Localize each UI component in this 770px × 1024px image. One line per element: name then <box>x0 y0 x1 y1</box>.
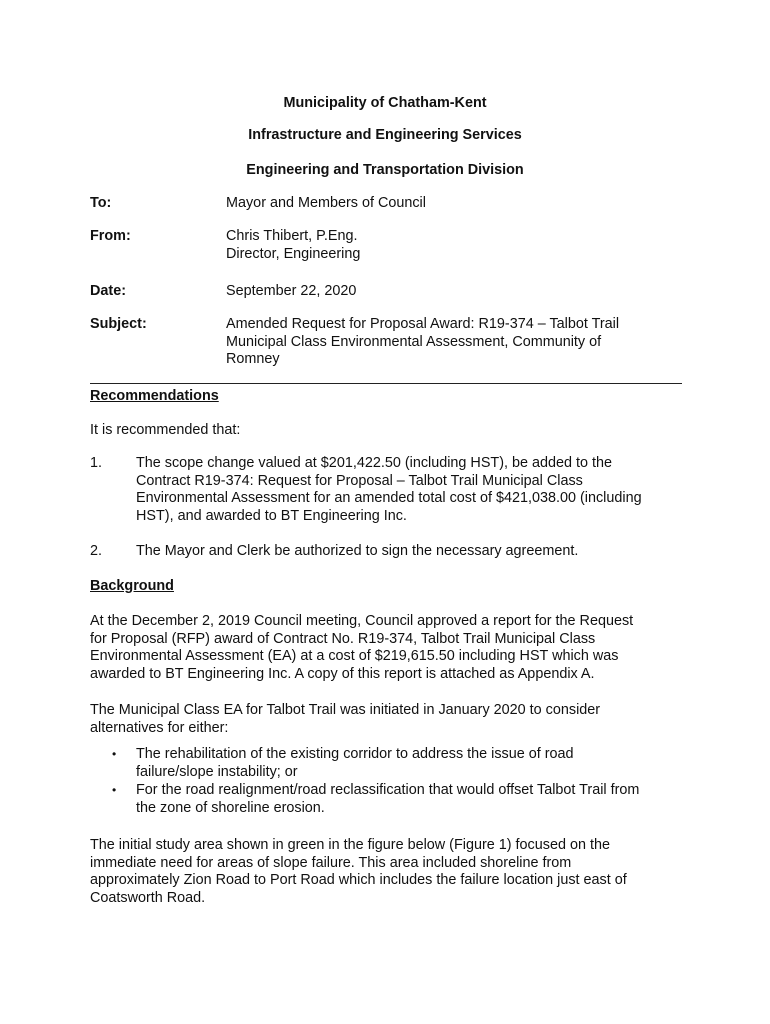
memo-subject-line: Amended Request for Proposal Award: R19-374 – Talbot Trail <box>226 316 620 332</box>
background-paragraph-3 <box>90 837 690 907</box>
municipality-title: Municipality of Chatham-Kent <box>283 95 487 111</box>
text-line: For the road realignment/road reclassification that would offset Talbot Trail from <box>136 782 640 798</box>
text-line: The scope change valued at $201,422.50 (including HST), be added to the <box>136 455 613 471</box>
memo-subject-label: Subject: <box>90 316 147 332</box>
text-line: immediate need for areas of slope failure. This area included shoreline from <box>90 854 572 871</box>
memo-from-name: Chris Thibert, P.Eng. <box>226 228 358 244</box>
text-line: The initial study area shown in green in the figure below (Figure 1) focused on the <box>90 837 610 853</box>
recommendation-text <box>136 455 690 525</box>
text-line: the zone of shoreline erosion. <box>136 799 325 816</box>
bullet-icon: • <box>112 783 117 797</box>
bullet-icon: • <box>112 747 117 761</box>
text-line: The Municipal Class EA for Talbot Trail was initiated in January 2020 to consider <box>90 702 601 718</box>
background-paragraph-1 <box>90 613 690 683</box>
division-title: Engineering and Transportation Division <box>246 162 524 178</box>
memo-date-text: September 22, 2020 <box>226 283 357 299</box>
department-title: Infrastructure and Engineering Services <box>248 127 522 143</box>
memo-subject-value <box>226 316 686 369</box>
text-line: awarded to BT Engineering Inc. A copy of this report is attached as Appendix A. <box>90 665 595 682</box>
memo-date-label: Date: <box>90 283 126 299</box>
text-line: At the December 2, 2019 Council meeting, Council approved a report for the Request <box>90 613 634 629</box>
text-line: for Proposal (RFP) award of Contract No. R19-374, Talbot Trail Municipal Class <box>90 630 596 647</box>
recommendations-intro: It is recommended that: <box>90 422 241 438</box>
recommendations-heading: Recommendations <box>90 388 219 404</box>
background-heading: Background <box>90 578 174 594</box>
recommendation-number: 2. <box>90 543 103 559</box>
memo-to-label: To: <box>90 195 112 211</box>
memo-date-value <box>226 283 686 301</box>
memo-from-label: From: <box>90 228 131 244</box>
text-line: Environmental Assessment for an amended total cost of $421,038.00 (including <box>136 490 642 507</box>
memo-from-title: Director, Engineering <box>226 245 361 262</box>
memo-to-text: Mayor and Members of Council <box>226 195 426 211</box>
memo-from-value <box>226 228 686 263</box>
text-line: The rehabilitation of the existing corridor to address the issue of road <box>136 746 574 762</box>
recommendation-number: 1. <box>90 455 103 471</box>
recommendation-text <box>136 543 690 561</box>
text-line: Contract R19-374: Request for Proposal – Talbot Trail Municipal Class <box>136 472 583 489</box>
text-line: The Mayor and Clerk be authorized to sign the necessary agreement. <box>136 543 579 559</box>
bullet-text <box>136 746 690 781</box>
text-line: approximately Zion Road to Port Road which includes the failure location just east of <box>90 872 627 889</box>
bullet-text <box>136 782 690 817</box>
text-line: HST), and awarded to BT Engineering Inc. <box>136 507 407 524</box>
text-line: Environmental Assessment (EA) at a cost of $219,615.50 including HST which was <box>90 648 619 665</box>
text-line: alternatives for either: <box>90 719 229 736</box>
text-line: Coatsworth Road. <box>90 889 206 906</box>
memo-subject-line: Municipal Class Environmental Assessment, Community of <box>226 333 602 350</box>
memo-to-value <box>226 195 686 213</box>
text-line: failure/slope instability; or <box>136 763 298 780</box>
header-divider <box>90 383 682 384</box>
memo-subject-line: Romney <box>226 351 280 368</box>
background-paragraph-2 <box>90 702 690 737</box>
